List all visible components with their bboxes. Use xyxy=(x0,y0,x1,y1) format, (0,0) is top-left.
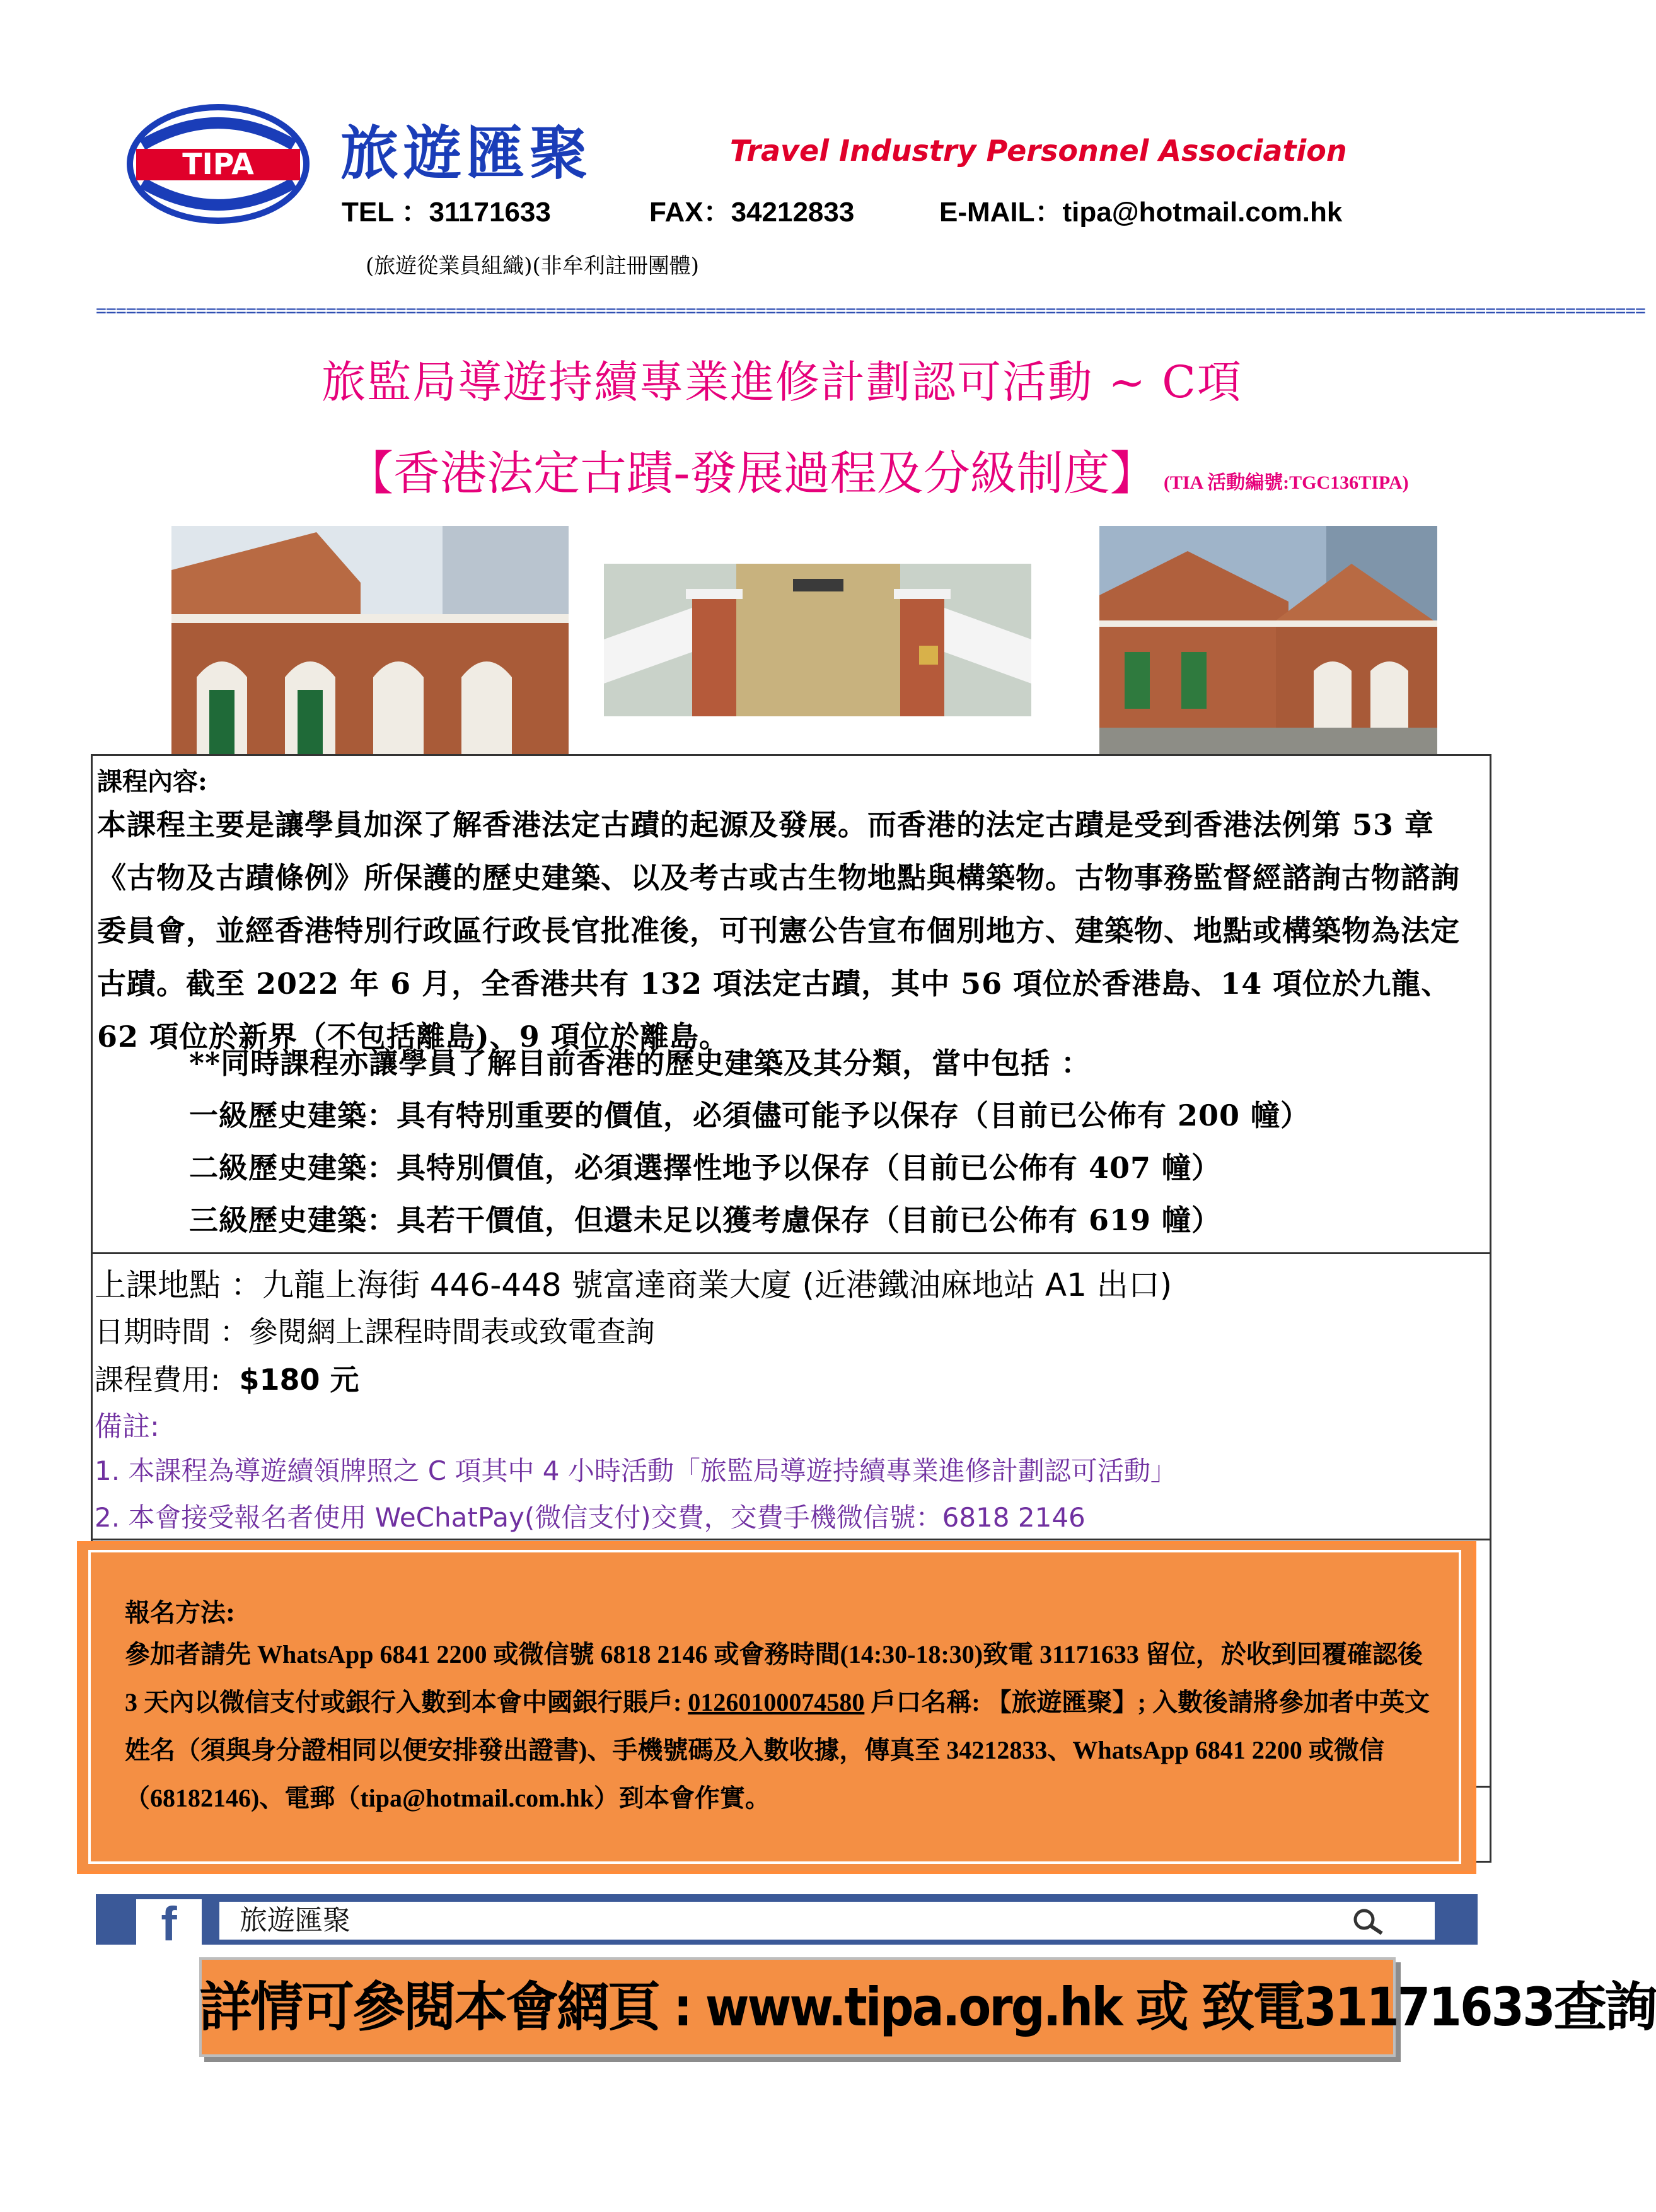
facebook-search-text: 旅遊匯聚 xyxy=(240,1904,350,1936)
section-divider xyxy=(91,1539,1491,1540)
fee-label: 課程費用: xyxy=(95,1363,221,1397)
website-banner-text[interactable]: 詳情可參閱本會網頁 : www.tipa.org.hk 或 致電31171633查詢 xyxy=(199,1976,1656,2038)
facebook-icon[interactable]: f xyxy=(136,1899,202,1945)
remarks-heading: 備註: xyxy=(95,1411,159,1443)
schedule: 日期時間 ：參閱網上課程時間表或致電查詢 xyxy=(95,1315,655,1349)
grade-1-item: 一級歷史建築：具有特別重要的價值，必須儘可能予以保存（目前已公佈有 200 幢） xyxy=(189,1098,1311,1132)
registration-text-part: 參加者請先 WhatsApp 6841 2200 或微信號 6818 2146 或會務時間(14:30-18:30)致電 31171633 留位，於收到回覆確認後 3 天內以微信支付或銀行入數到本會中國銀行賬戶: xyxy=(125,1640,1423,1716)
heritage-building-photo-1 xyxy=(171,526,569,754)
bank-account-number: 01260100074580 xyxy=(688,1688,865,1716)
logo-text: TIPA xyxy=(182,147,254,181)
venue: 上課地點 ：九龍上海街 446-448 號富達商業大廈 (近港鐵油麻地站 A1 出口) xyxy=(95,1267,1173,1303)
course-title: 【香港法定古蹟-發展過程及分級制度】 xyxy=(347,446,1157,501)
search-icon[interactable] xyxy=(1349,1906,1387,1937)
facebook-search-box[interactable] xyxy=(219,1902,1435,1940)
remark-item: 2. 本會接受報名者使用 WeChatPay(微信支付)交費，交費手機微信號：6818 2146 xyxy=(95,1502,1086,1533)
course-description: 本課程主要是讓學員加深了解香港法定古蹟的起源及發展。而香港的法定古蹟是受到香港法例第 53 章《古物及古蹟條例》所保護的歷史建築、以及考古或古生物地點與構築物。古物事務監督經諮詢古物諮詢委員會，並經香港特別行政區行政長官批准後，可刊憲公告宣布個別地方、建築物、地點或構築物為法定古蹟。截至 2022 年 6 月，全香港共有 132 項法定古蹟，其中 56 項位於香港島、14 項位於九龍、62 項位於新界（不包括離島)、9 項位於離島。 xyxy=(97,808,1460,1054)
header-separator: =========================================================================================================================================================== xyxy=(96,300,1645,321)
course-fee xyxy=(95,1357,359,1399)
org-subtitle: (旅遊從業員組織)(非牟利註冊團體) xyxy=(366,253,700,279)
org-name-cn: 旅遊匯聚 xyxy=(340,119,593,187)
registration-instructions xyxy=(125,1631,1436,1822)
registration-text-part: 戶口名稱: 【旅遊匯聚】; 入數後請將參加者中英文姓名（須與身分證相同以便安排發出證書)、手機號碼及入數收據，傳真至 34212833、WhatsApp 6841 2200 或微信（68182146)、電郵（tipa@hotmail.com.hk）到本會作實。 xyxy=(125,1688,1430,1812)
grade-3-item: 三級歷史建築：具若干價值，但還未足以獲考慮保存（目前已公佈有 619 幢） xyxy=(189,1203,1222,1237)
grading-note: **同時課程亦讓學員了解目前香港的歷史建築及其分類，當中包括 ： xyxy=(189,1046,1091,1080)
fee-amount: $180 元 xyxy=(239,1363,359,1397)
phone-number: TEL ：31171633 xyxy=(342,197,551,228)
registration-heading: 報名方法: xyxy=(125,1598,235,1627)
activity-code: (TIA 活動編號:TGC136TIPA) xyxy=(1164,472,1409,493)
fax-number: FAX：34212833 xyxy=(649,197,855,228)
heritage-building-photo-2 xyxy=(1099,526,1437,754)
content-heading: 課程內容: xyxy=(97,767,207,796)
heritage-gate-photo xyxy=(604,564,1031,716)
section-divider xyxy=(91,1252,1491,1254)
email-address: E-MAIL：tipa@hotmail.com.hk xyxy=(939,197,1343,228)
tipa-logo xyxy=(124,101,313,227)
org-name-en: Travel Industry Personnel Association xyxy=(730,134,1347,168)
main-title: 旅監局導遊持續專業進修計劃認可活動 ~ C項 xyxy=(321,356,1242,408)
remark-item: 1. 本課程為導遊續領牌照之 C 項其中 4 小時活動「旅監局導遊持續專業進修計劃認可活動」 xyxy=(95,1455,1177,1486)
grade-2-item: 二級歷史建築：具特別價值，必須選擇性地予以保存（目前已公佈有 407 幢） xyxy=(189,1151,1222,1185)
